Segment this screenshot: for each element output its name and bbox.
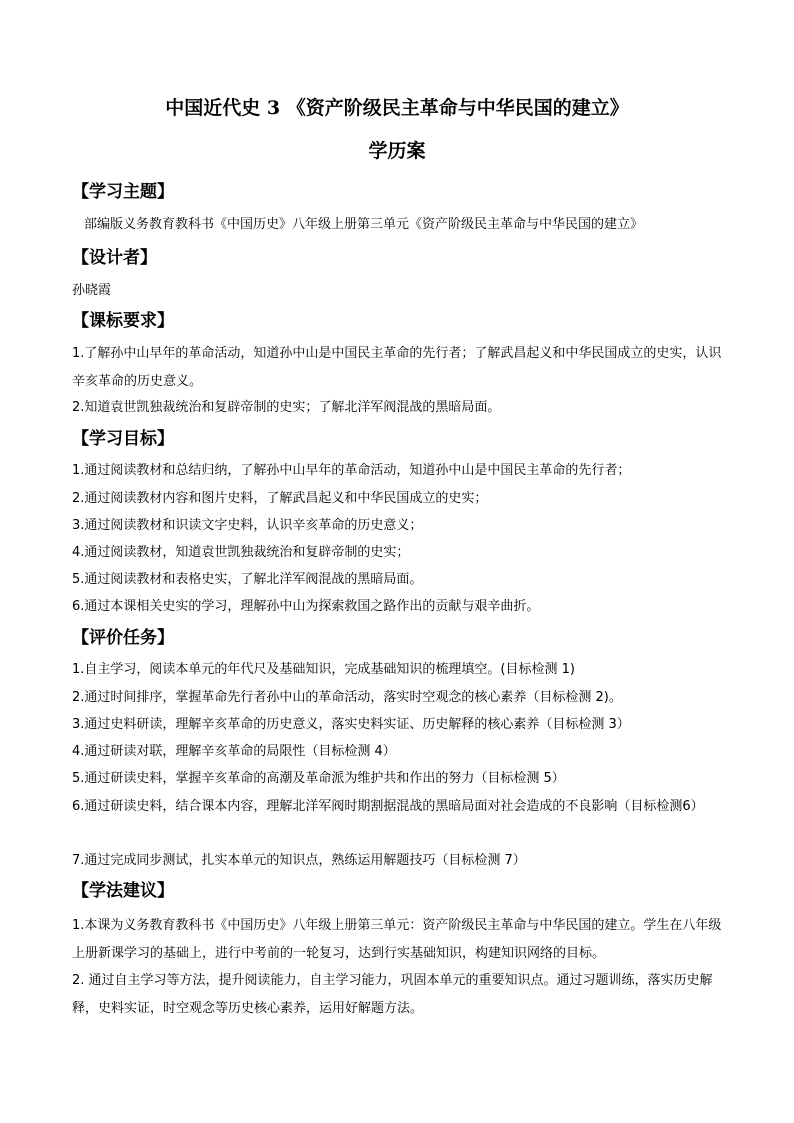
- heading-theme: 【学习主题】: [72, 182, 174, 202]
- heading-designer: 【设计者】: [72, 248, 157, 268]
- standards-item-2: 2.知道袁世凯独裁统治和复辟帝制的史实；了解北洋军阀混战的黑暗局面。: [72, 400, 501, 415]
- tasks-item-3: 3.通过史料研读，理解辛亥革命的历史意义，落实史料实证、历史解释的核心素养（目标检测 3）: [72, 717, 630, 732]
- methods-item-1: 1.本课为义务教育教科书《中国历史》八年级上册第三单元：资产阶级民主革命与中华民国的建立。学生在八年级上册新课学习的基础上，进行中考前的一轮复习，达到行实基础知识，构建知识网络的目标。: [72, 918, 722, 961]
- methods-item-2: 2. 通过自主学习等方法，提升阅读能力，自主学习能力，巩固本单元的重要知识点。通过习题训练，落实历史解释，史料实证，时空观念等历史核心素养，运用好解题方法。: [72, 973, 713, 1016]
- tasks-item-2: 2.通过时间排序，掌握革命先行者孙中山的革命活动，落实时空观念的核心素养（目标检测 2)。: [72, 690, 622, 705]
- tasks-item-1: 1.自主学习，阅读本单元的年代尺及基础知识，完成基础知识的梳理填空。(目标检测 1): [72, 662, 575, 677]
- page-subtitle: 学历案: [368, 140, 426, 162]
- goals-item-3: 3.通过阅读教材和识读文字史料，认识辛亥革命的历史意义；: [72, 518, 423, 533]
- goals-item-4: 4.通过阅读教材，知道袁世凯独裁统治和复辟帝制的史实；: [72, 545, 410, 560]
- goals-item-1: 1.通过阅读教材和总结归纳，了解孙中山早年的革命活动，知道孙中山是中国民主革命的先行者；: [72, 463, 631, 478]
- goals-item-5: 5.通过阅读教材和表格史实，了解北洋军阀混战的黑暗局面。: [72, 572, 423, 587]
- goals-item-6: 6.通过本课相关史实的学习，理解孙中山为探索救国之路作出的贡献与艰辛曲折。: [72, 599, 540, 614]
- tasks-item-6: 6.通过研读史料，结合课本内容，理解北洋军阀时期割据混战的黑暗局面对社会造成的不良影响（目标检测6）: [72, 799, 704, 814]
- tasks-item-7: 7.通过完成同步测试，扎实本单元的知识点，熟练运用解题技巧（目标检测 7）: [72, 853, 526, 868]
- theme-text: 部编版义务教育教科书《中国历史》八年级上册第三单元《资产阶级民主革命与中华民国的建立》: [84, 217, 644, 232]
- standards-item-1: 1.了解孙中山早年的革命活动，知道孙中山是中国民主革命的先行者；了解武昌起义和中华民国成立的史实，认识辛亥革命的历史意义。: [72, 346, 722, 389]
- heading-tasks: 【评价任务】: [72, 628, 174, 648]
- heading-standards: 【课标要求】: [72, 311, 174, 331]
- heading-methods: 【学法建议】: [72, 881, 174, 901]
- heading-goals: 【学习目标】: [72, 429, 174, 449]
- goals-item-2: 2.通过阅读教材内容和图片史料，了解武昌起义和中华民国成立的史实；: [72, 491, 488, 506]
- tasks-item-4: 4.通过研读对联，理解辛亥革命的局限性（目标检测 4）: [72, 744, 396, 759]
- page-title: 中国近代史 3 《资产阶级民主革命与中华民国的建立》: [165, 97, 629, 119]
- designer-text: 孙晓霞: [72, 283, 112, 298]
- tasks-item-5: 5.通过研读史料，掌握辛亥革命的高潮及革命派为维护共和作出的努力（目标检测 5）: [72, 771, 565, 786]
